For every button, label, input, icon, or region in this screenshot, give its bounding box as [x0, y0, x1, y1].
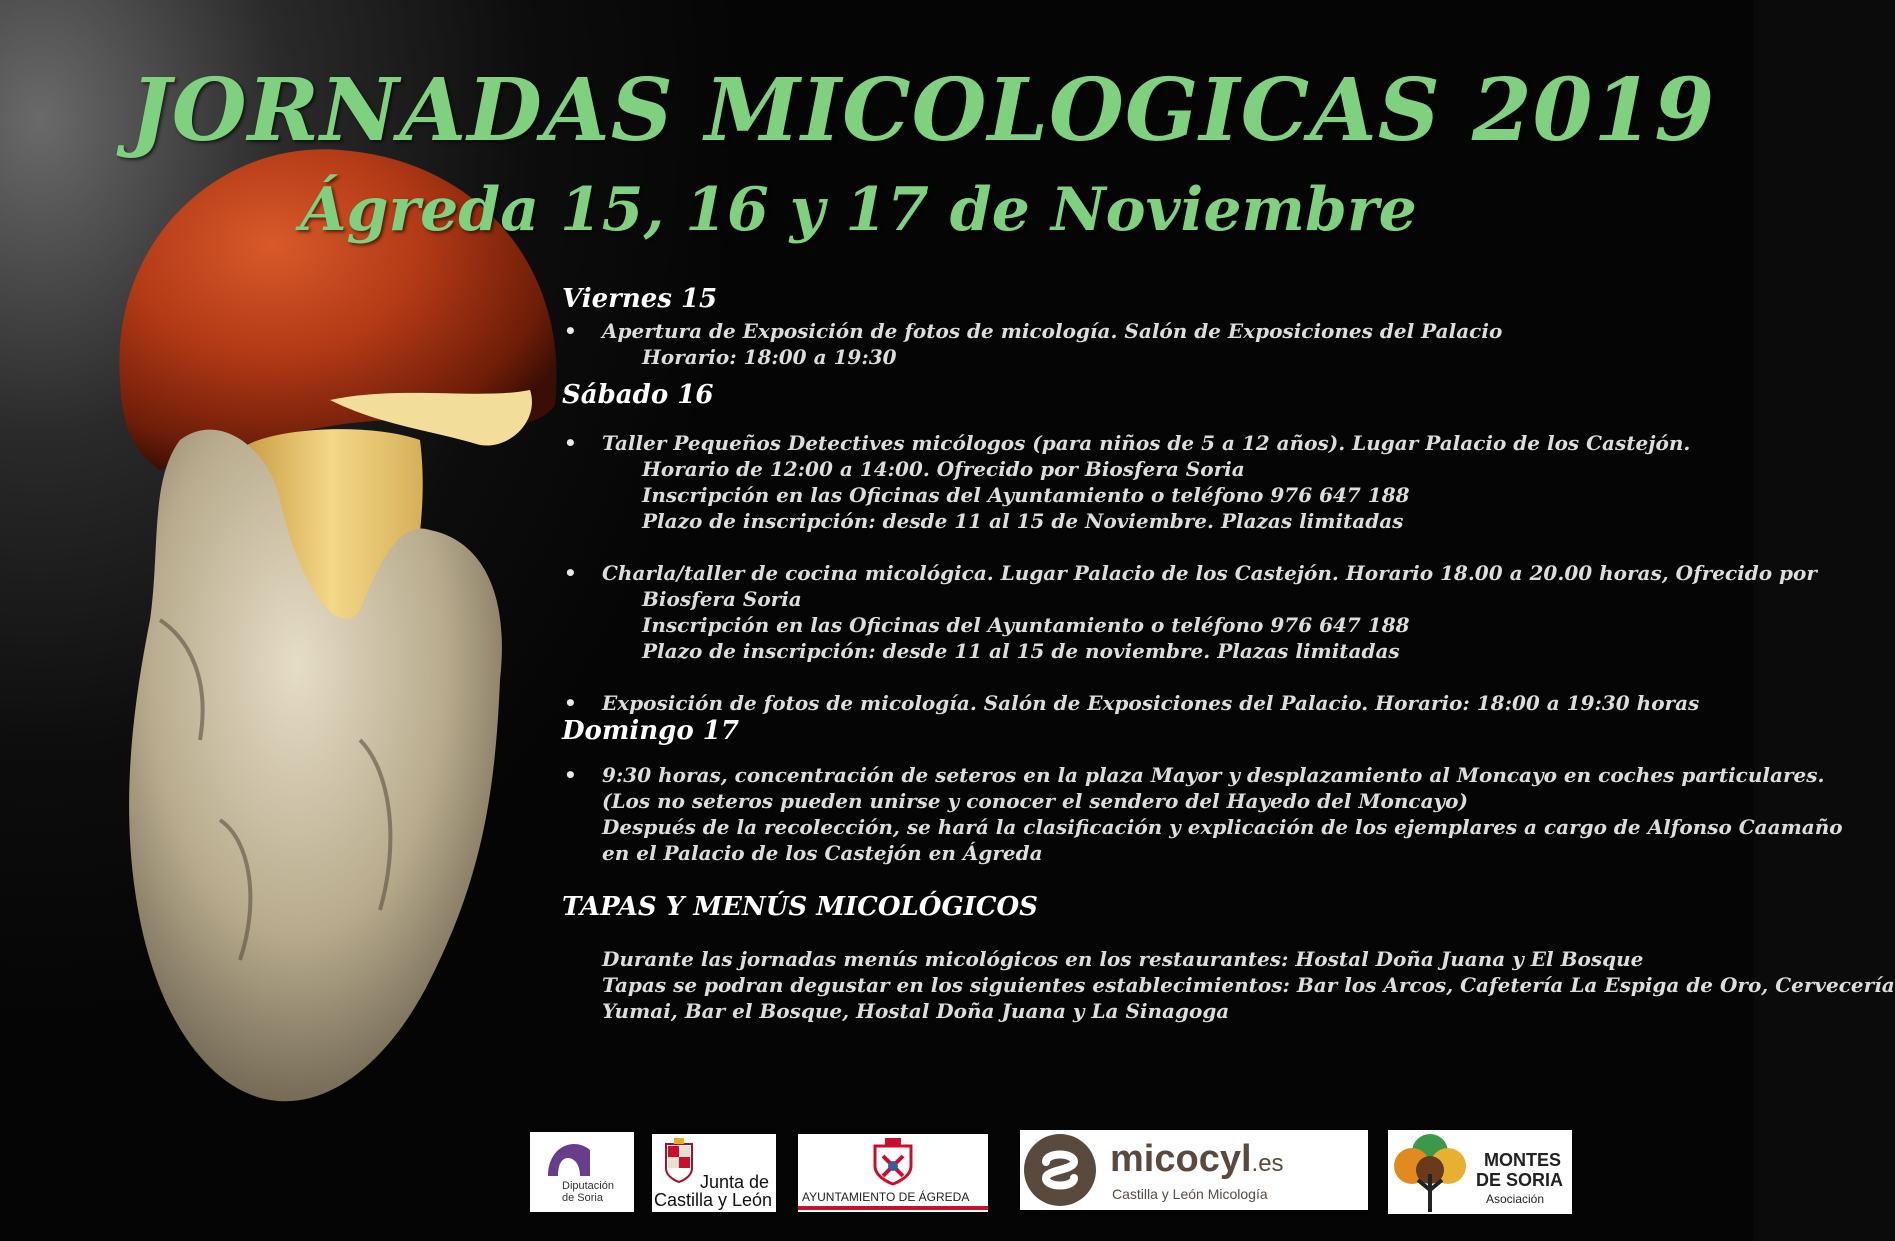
item-line: Apertura de Exposición de fotos de micología. Salón de Exposiciones del Palacio	[602, 319, 1503, 343]
micocyl-name-text: micocyl	[1110, 1138, 1252, 1180]
montes-line2: DE SORIA	[1476, 1170, 1564, 1190]
list-item	[562, 430, 1752, 534]
item-detail: Horario: 18:00 a 19:30	[642, 345, 897, 369]
event-title: JORNADAS MICOLOGICAS 2019	[130, 60, 1716, 161]
diputacion-logo-icon	[544, 1140, 594, 1180]
montes-line1: MONTES	[1484, 1150, 1562, 1170]
tapas-heading: TAPAS Y MENÚS MICOLÓGICOS	[562, 892, 1038, 922]
item-line: Taller Pequeños Detectives micólogos (para niños de 5 a 12 años). Lugar Palacio de los Castejón.	[602, 431, 1691, 455]
junta-line1: Junta de	[700, 1172, 770, 1192]
ayuntamiento-name: AYUNTAMIENTO DE ÁGREDA	[802, 1190, 970, 1204]
diputacion-line2: de Soria	[562, 1192, 603, 1204]
item-line: Después de la recolección, se hará la clasificación y explicación de los ejemplares a cargo de Alfonso Caamaño	[602, 815, 1843, 839]
list-item	[562, 560, 1817, 664]
sponsor-logos	[0, 1128, 1754, 1218]
bullet-icon: •	[564, 319, 577, 343]
tapas-text	[562, 946, 1895, 1024]
ayuntamiento-crest-icon	[871, 1138, 915, 1186]
list-item	[562, 690, 1752, 716]
micocyl-tld: .es	[1251, 1150, 1284, 1177]
item-detail: Plazo de inscripción: desde 11 al 15 de noviembre. Plazas limitadas	[642, 639, 1400, 663]
logo-montes-de-soria	[1388, 1130, 1572, 1214]
bullet-icon: •	[564, 431, 577, 455]
montes-tree-icon	[1390, 1130, 1470, 1214]
item-line: (Los no seteros pueden unirse y conocer el sendero del Hayedo del Moncayo)	[602, 789, 1468, 813]
logo-micocyl	[1020, 1130, 1368, 1210]
item-line: en el Palacio de los Castejón en Ágreda	[602, 841, 1043, 865]
item-line: 9:30 horas, concentración de seteros en la plaza Mayor y desplazamiento al Moncayo en coches particulares.	[602, 763, 1825, 787]
item-detail: Horario de 12:00 a 14:00. Ofrecido por Biosfera Soria	[642, 457, 1245, 481]
day-heading-domingo: Domingo 17	[562, 716, 739, 746]
ayuntamiento-underline	[798, 1206, 988, 1210]
micocyl-tagline: Castilla y León Micología	[1112, 1186, 1268, 1202]
program	[562, 282, 1895, 1024]
junta-line2: Castilla y León	[654, 1190, 773, 1210]
logo-ayuntamiento	[798, 1134, 988, 1212]
micocyl-name	[1110, 1138, 1284, 1181]
logo-junta	[652, 1134, 776, 1212]
item-line: Exposición de fotos de micología. Salón de Exposiciones del Palacio. Horario: 18:00 a 19:30 horas	[602, 691, 1700, 715]
diputacion-line1: Diputación	[562, 1180, 614, 1192]
event-subtitle: Ágreda 15, 16 y 17 de Noviembre	[300, 175, 1417, 245]
montes-line3: Asociación	[1486, 1192, 1545, 1206]
day-heading-sabado: Sábado 16	[562, 380, 714, 410]
item-detail: Biosfera Soria	[642, 587, 802, 611]
tapas-line: Durante las jornadas menús micológicos en los restaurantes: Hostal Doña Juana y El Bosque	[602, 947, 1644, 971]
list-item	[562, 318, 1752, 370]
item-detail: Inscripción en las Oficinas del Ayuntamiento o teléfono 976 647 188	[642, 613, 1410, 637]
tapas-line: Tapas se podran degustar en los siguientes establecimientos: Bar los Arcos, Cafetería La Espiga de Oro, Cervecería	[602, 973, 1895, 997]
mushroom-photo	[100, 120, 600, 1120]
bullet-icon: •	[564, 691, 577, 715]
item-detail: Inscripción en las Oficinas del Ayuntamiento o teléfono 976 647 188	[642, 483, 1410, 507]
item-line: Charla/taller de cocina micológica. Lugar Palacio de los Castejón. Horario 18.00 a 20.00 horas, Ofrecido por	[602, 561, 1817, 585]
logo-diputacion	[530, 1132, 634, 1212]
bullet-icon: •	[564, 763, 577, 787]
micocyl-logo-icon	[1022, 1132, 1098, 1208]
day-heading-viernes: Viernes 15	[562, 284, 718, 314]
item-detail: Plazo de inscripción: desde 11 al 15 de Noviembre. Plazas limitadas	[642, 509, 1404, 533]
tapas-line: Yumai, Bar el Bosque, Hostal Doña Juana y La Sinagoga	[602, 999, 1230, 1023]
junta-shield-icon	[664, 1138, 694, 1184]
list-item	[562, 762, 1843, 866]
bullet-icon: •	[564, 561, 577, 585]
